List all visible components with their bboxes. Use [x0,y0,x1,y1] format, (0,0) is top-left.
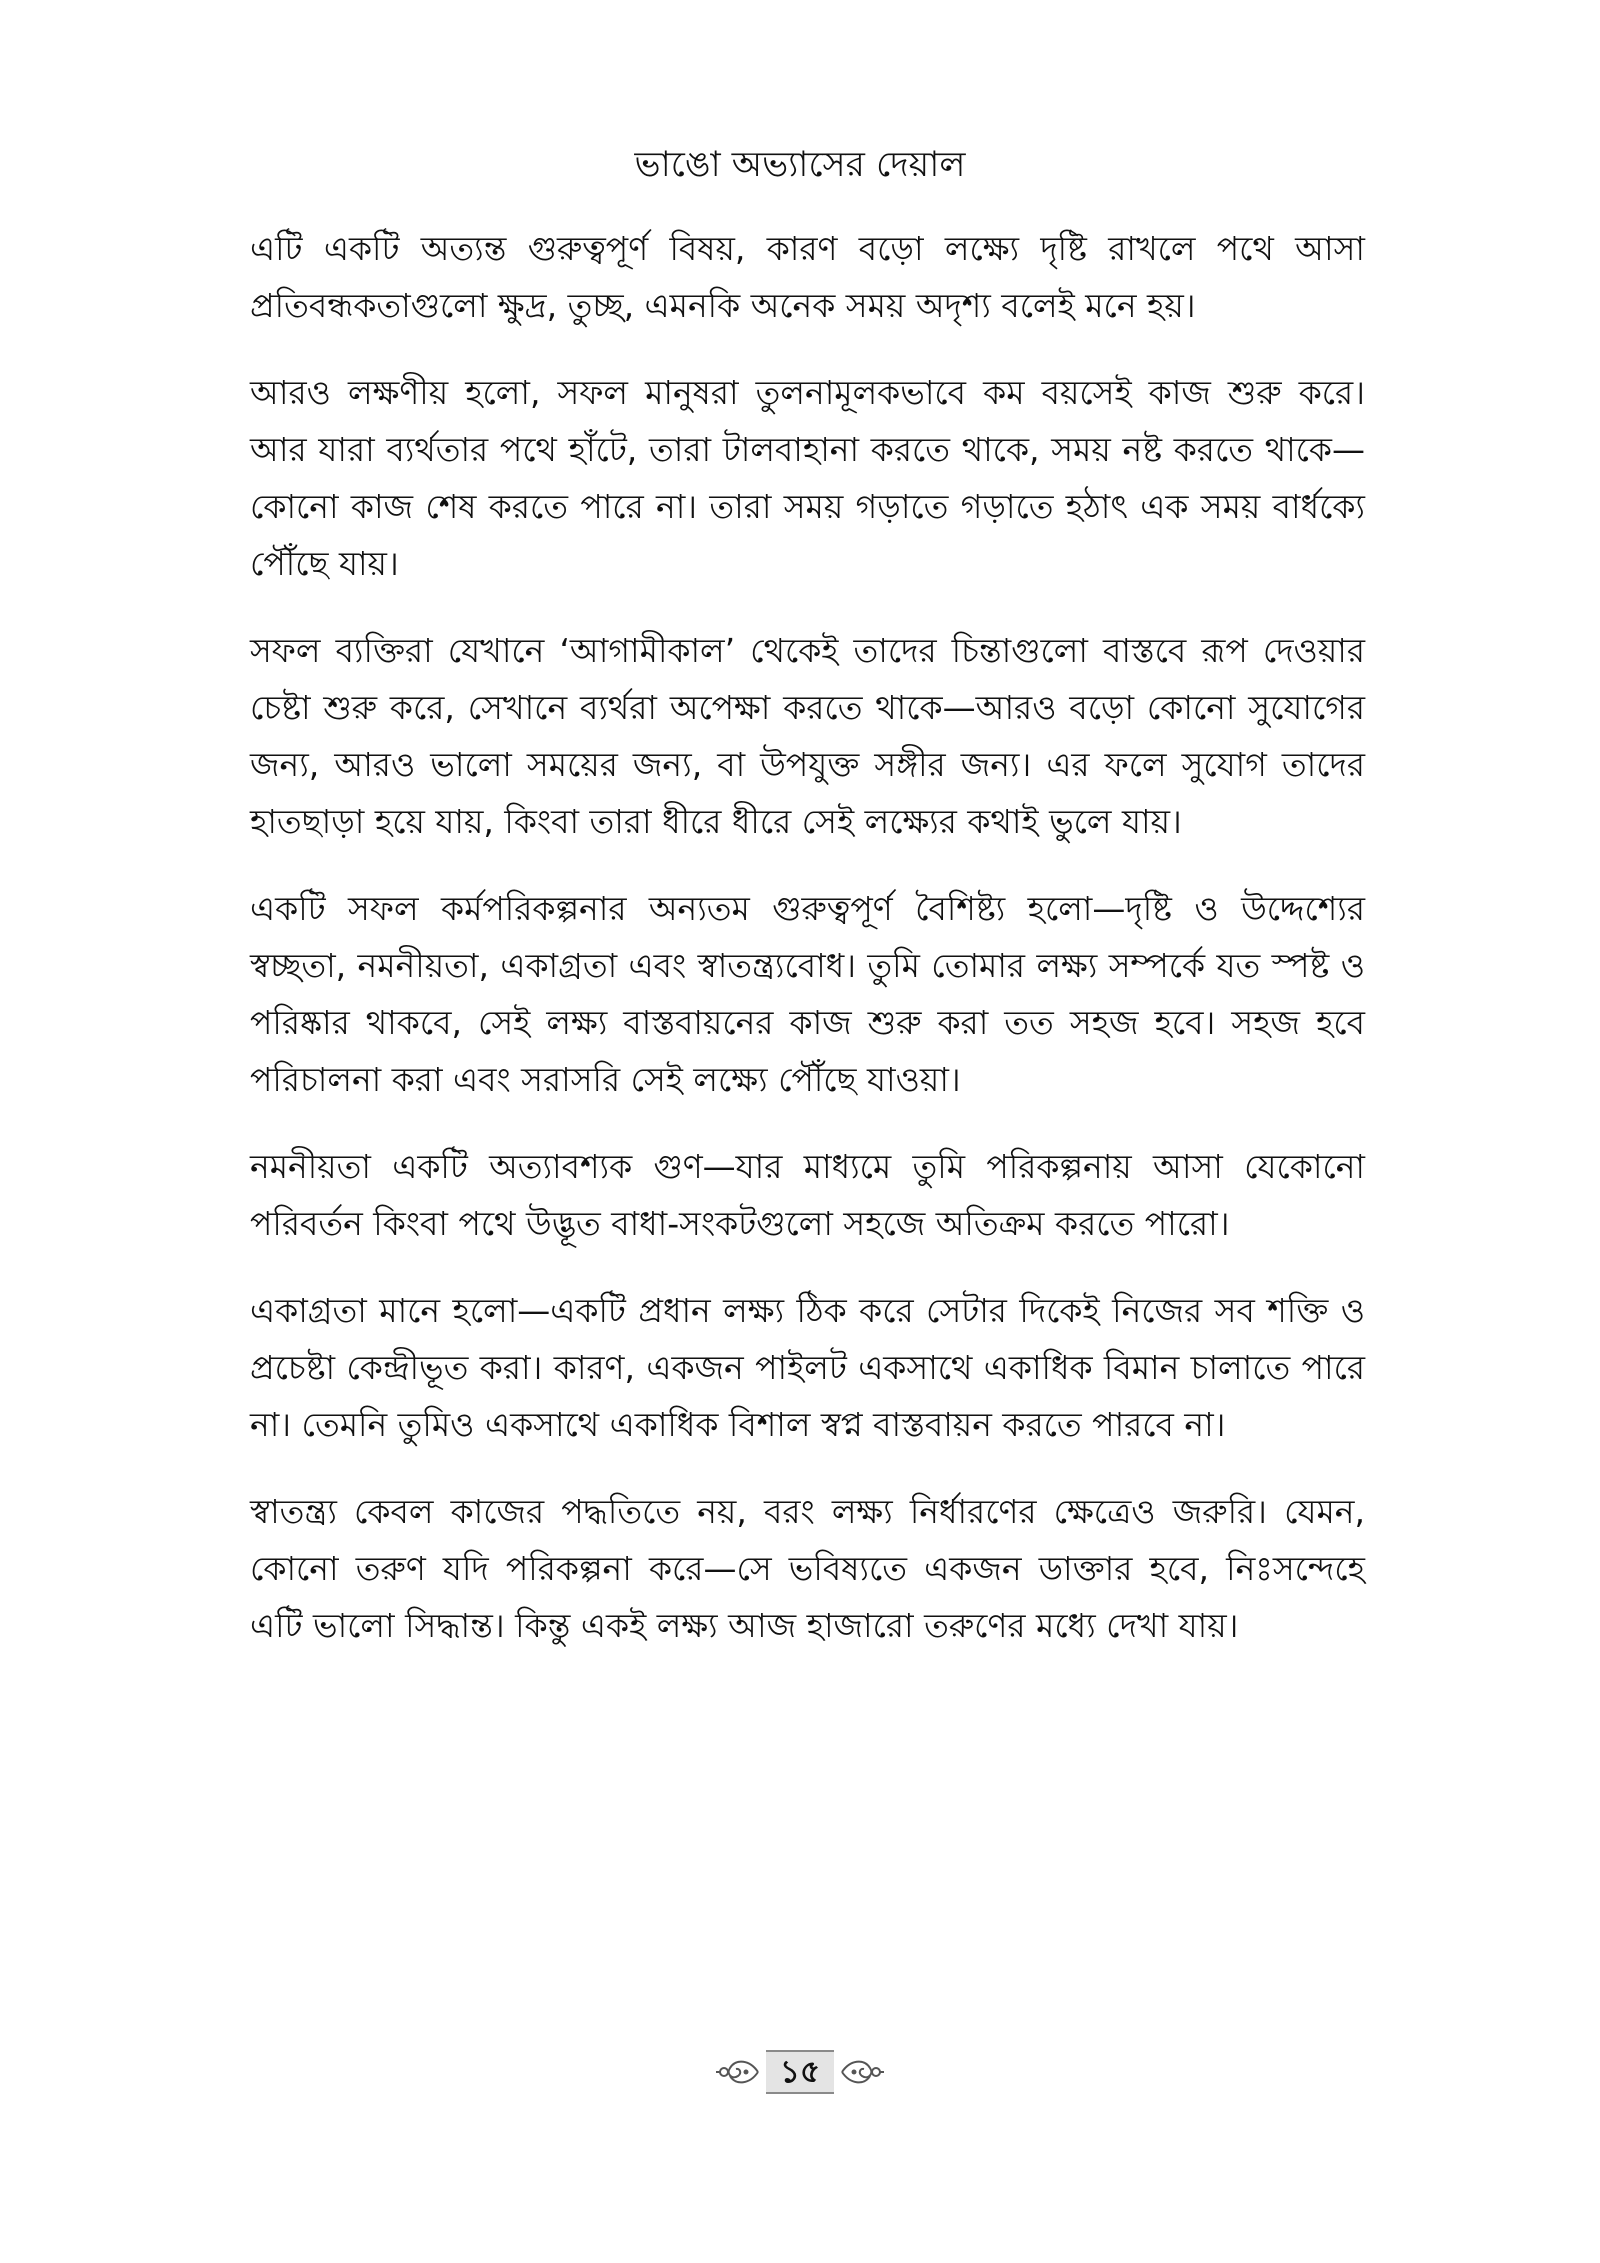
paragraph-3: সফল ব্যক্তিরা যেখানে ‘আগামীকাল’ থেকেই তাদের চিন্তাগুলো বাস্তবে রূপ দেওয়ার চেষ্টা শুরু করে, সেখানে ব্যর্থরা অপেক্ষা করতে থাকে—আরও বড়ো কোনো সুযোগের জন্য, আরও ভালো সময়ের জন্য, বা উপযুক্ত সঙ্গীর জন্য। এর ফলে সুযোগ তাদের হাতছাড়া হয়ে যায়, কিংবা তারা ধীরে ধীরে সেই লক্ষ্যের কথাই ভুলে যায়। [250,631,1365,841]
paragraph-6: একাগ্রতা মানে হলো—একটি প্রধান লক্ষ্য ঠিক করে সেটার দিকেই নিজের সব শক্তি ও প্রচেষ্টা কেন্দ্রীভূত করা। কারণ, একজন পাইলট একসাথে একাধিক বিমান চালাতে পারে না। তেমনি তুমিও একসাথে একাধিক বিশাল স্বপ্ন বাস্তবায়ন করতে পারবে না। [250,1291,1365,1444]
floral-ornament-icon [840,2050,884,2094]
floral-ornament-icon [716,2050,760,2094]
paragraph-5: নমনীয়তা একটি অত্যাবশ্যক গুণ—যার মাধ্যমে তুমি পরিকল্পনায় আসা যেকোনো পরিবর্তন কিংবা পথে উদ্ভূত বাধা-সংকটগুলো সহজে অতিক্রম করতে পারো। [250,1147,1365,1243]
running-header: ভাঙো অভ্যাসের দেয়াল [634,145,966,185]
page-number: ১৫ [766,2050,834,2094]
folio-box [716,2050,884,2094]
paragraph-2: আরও লক্ষণীয় হলো, সফল মানুষরা তুলনামূলকভাবে কম বয়সেই কাজ শুরু করে। আর যারা ব্যর্থতার পথে হাঁটে, তারা টালবাহানা করতে থাকে, সময় নষ্ট করতে থাকে—কোনো কাজ শেষ করতে পারে না। তারা সময় গড়াতে গড়াতে হঠাৎ এক সময় বার্ধক্যে পৌঁছে যায়। [250,373,1365,583]
paragraph-4: একটি সফল কর্মপরিকল্পনার অন্যতম গুরুত্বপূর্ণ বৈশিষ্ট্য হলো—দৃষ্টি ও উদ্দেশ্যের স্বচ্ছতা, নমনীয়তা, একাগ্রতা এবং স্বাতন্ত্র্যবোধ। তুমি তোমার লক্ষ্য সম্পর্কে যত স্পষ্ট ও পরিষ্কার থাকবে, সেই লক্ষ্য বাস্তবায়নের কাজ শুরু করা তত সহজ হবে। সহজ হবে পরিচালনা করা এবং সরাসরি সেই লক্ষ্যে পৌঁছে যাওয়া। [250,889,1365,1099]
page-folio [0,2050,1600,2094]
paragraph-7: স্বাতন্ত্র্য কেবল কাজের পদ্ধতিতে নয়, বরং লক্ষ্য নির্ধারণের ক্ষেত্রেও জরুরি। যেমন, কোনো তরুণ যদি পরিকল্পনা করে—সে ভবিষ্যতে একজন ডাক্তার হবে, নিঃসন্দেহে এটি ভালো সিদ্ধান্ত। কিন্তু একই লক্ষ্য আজ হাজারো তরুণের মধ্যে দেখা যায়। [250,1492,1365,1645]
body-text [250,220,1365,1684]
paragraph-1: এটি একটি অত্যন্ত গুরুত্বপূর্ণ বিষয়, কারণ বড়ো লক্ষ্যে দৃষ্টি রাখলে পথে আসা প্রতিবন্ধকতাগুলো ক্ষুদ্র, তুচ্ছ, এমনকি অনেক সময় অদৃশ্য বলেই মনে হয়। [250,229,1365,325]
